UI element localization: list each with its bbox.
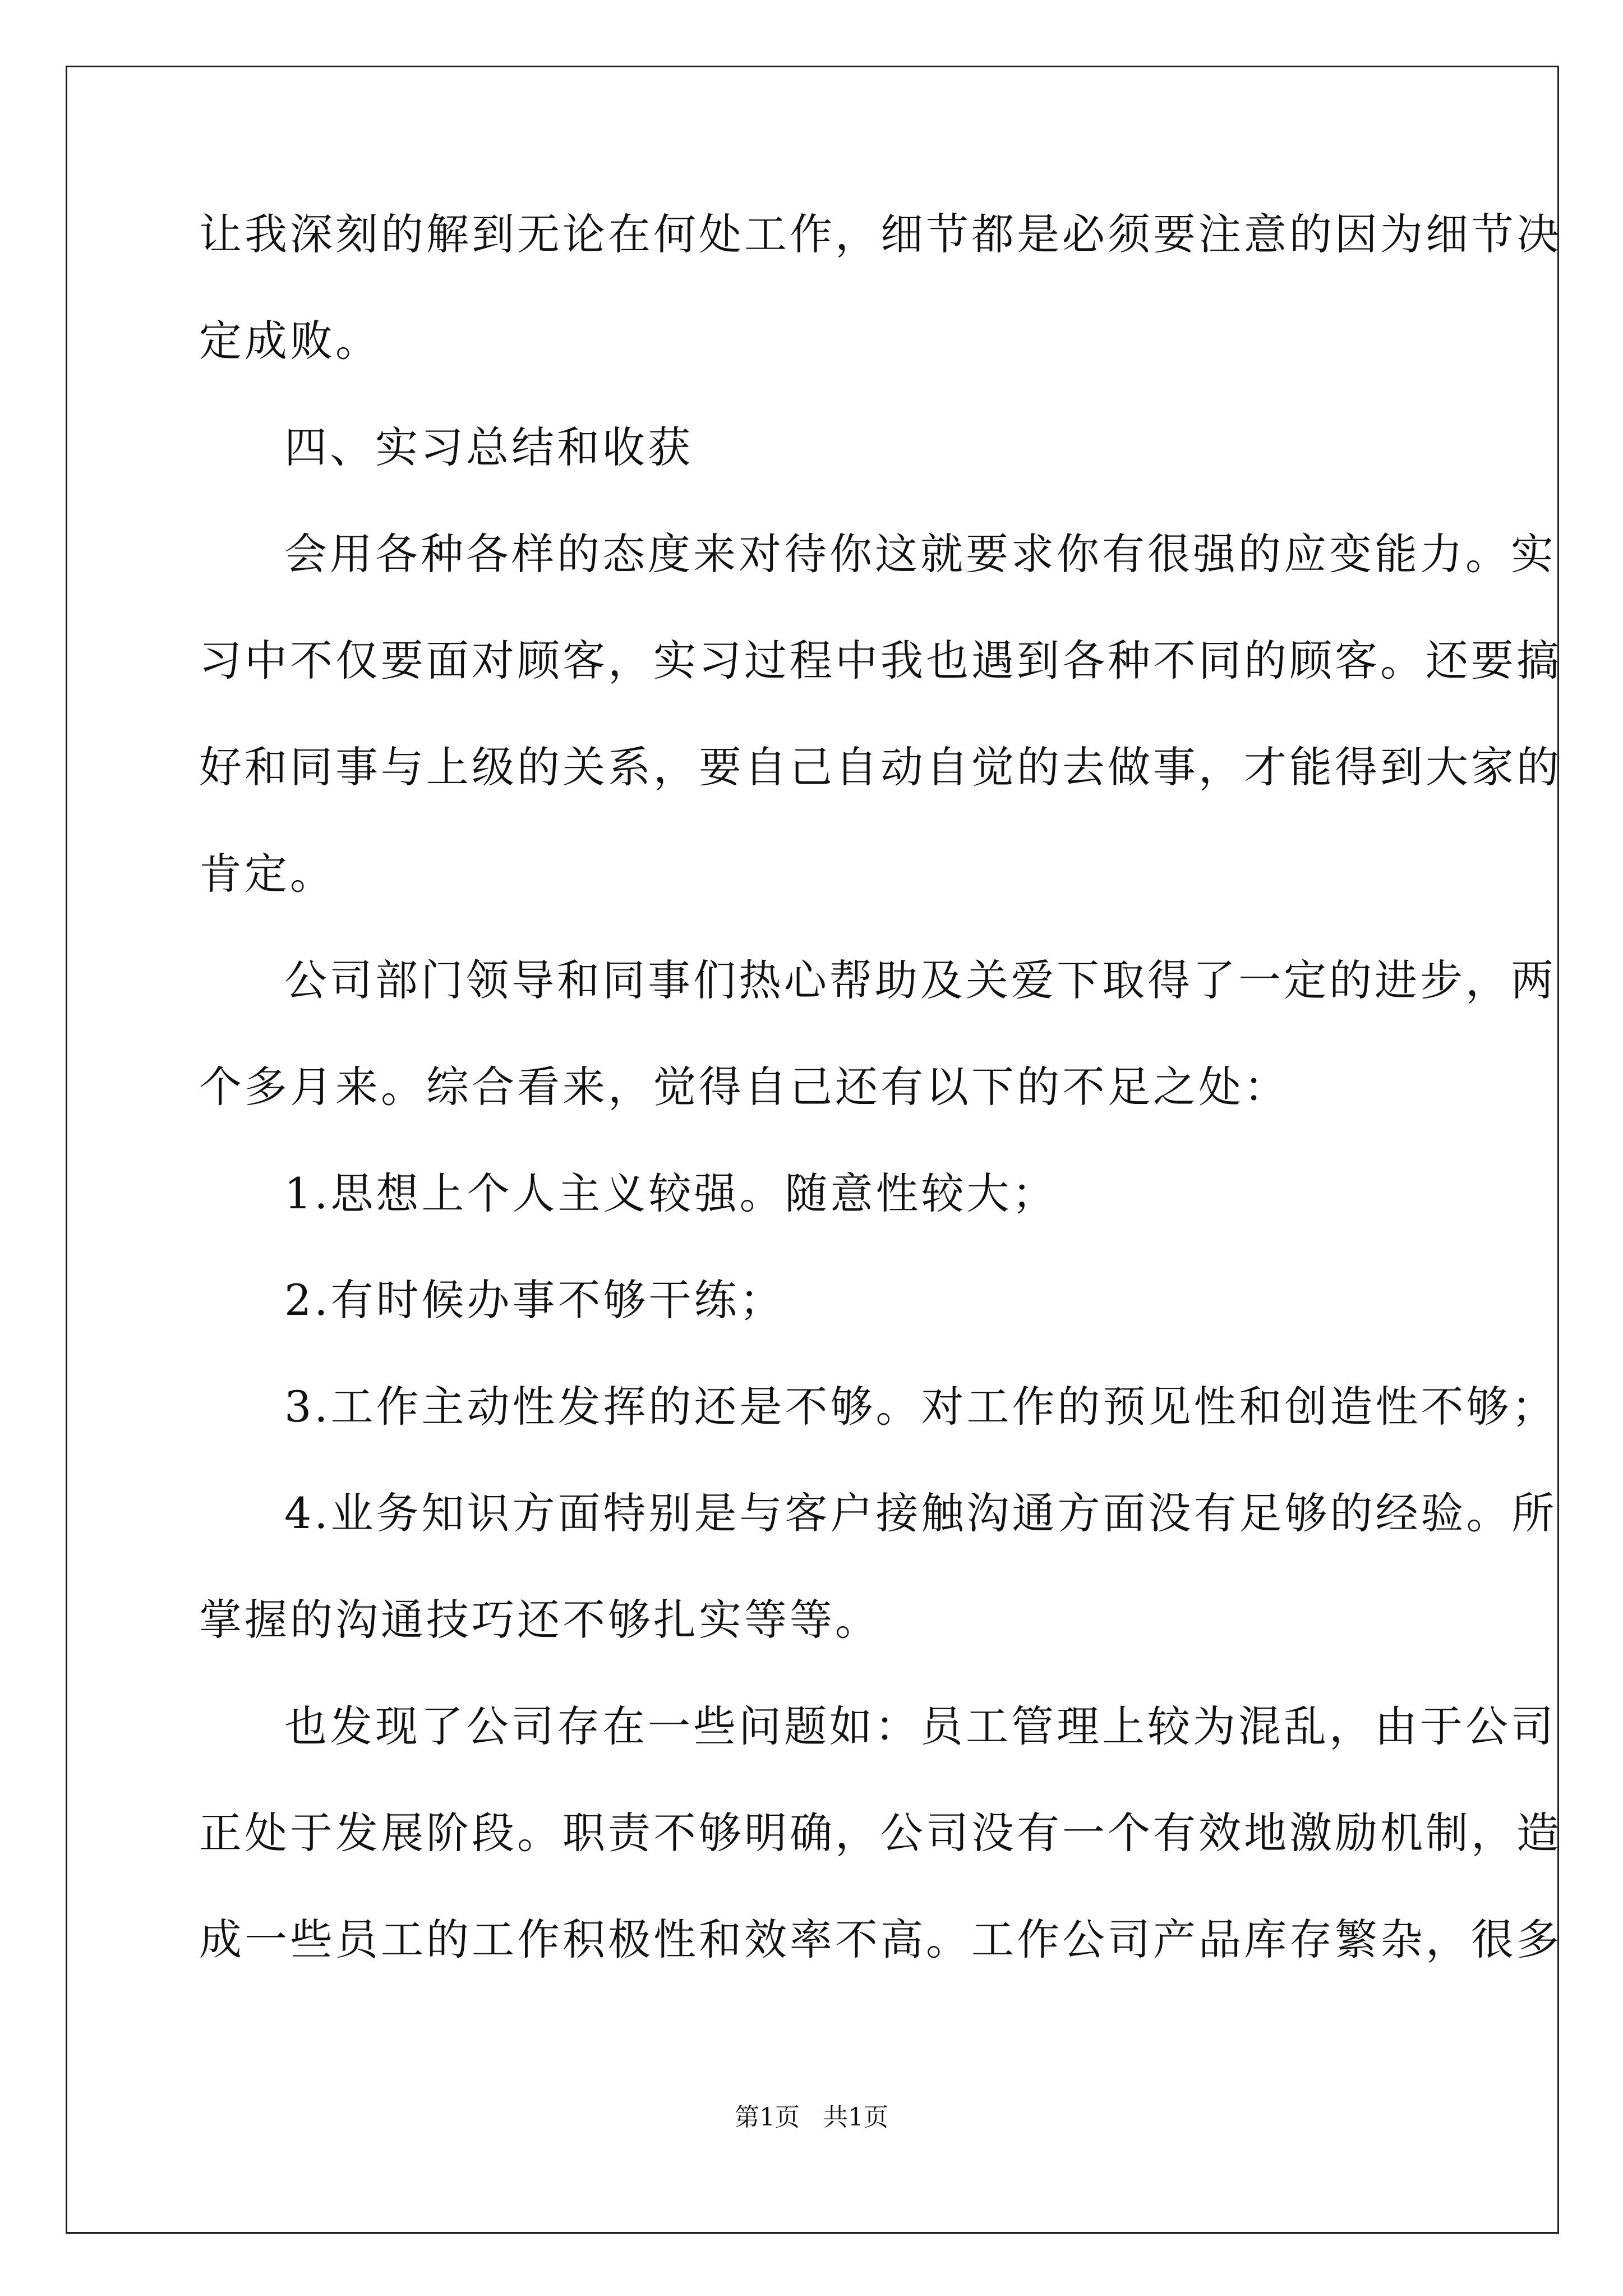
text-line: 也发现了公司存在一些问题如：员工管理上较为混乱，由于公司	[284, 1701, 1556, 1751]
text-line: 掌握的沟通技巧还不够扎实等等。	[199, 1595, 880, 1645]
document-body	[199, 209, 1562, 2025]
text-line: 公司部门领导和同事们热心帮助及关爱下取得了一定的进步，两	[284, 955, 1556, 1005]
section-heading: 四、实习总结和收获	[284, 422, 693, 472]
text-line: 肯定。	[199, 849, 335, 899]
text-line: 习中不仅要面对顾客，实习过程中我也遇到各种不同的顾客。还要搞	[199, 636, 1562, 685]
list-item: 1.思想上个人主义较强。随意性较大；	[284, 1168, 1058, 1218]
text-line: 成一些员工的工作积极性和效率不高。工作公司产品库存繁杂，很多	[199, 1915, 1562, 1964]
list-item: 2.有时候办事不够干练；	[284, 1275, 785, 1325]
list-item: 3.工作主动性发挥的还是不够。对工作的预见性和创造性不够；	[284, 1382, 1557, 1432]
text-line: 好和同事与上级的关系，要自己自动自觉的去做事，才能得到大家的	[199, 742, 1562, 792]
text-line: 会用各种各样的态度来对待你这就要求你有很强的应变能力。实	[284, 529, 1556, 579]
list-item: 4.业务知识方面特别是与客户接触沟通方面没有足够的经验。所	[284, 1488, 1557, 1538]
text-line: 让我深刻的解到无论在何处工作，细节都是必须要注意的因为细节决	[199, 209, 1562, 259]
text-line: 定成败。	[199, 316, 381, 366]
text-line: 个多月来。综合看来，觉得自己还有以下的不足之处：	[199, 1062, 1289, 1112]
text-line: 正处于发展阶段。职责不够明确，公司没有一个有效地激励机制，造	[199, 1808, 1562, 1858]
page-number-footer: 第1页 共1页	[735, 2103, 888, 2132]
